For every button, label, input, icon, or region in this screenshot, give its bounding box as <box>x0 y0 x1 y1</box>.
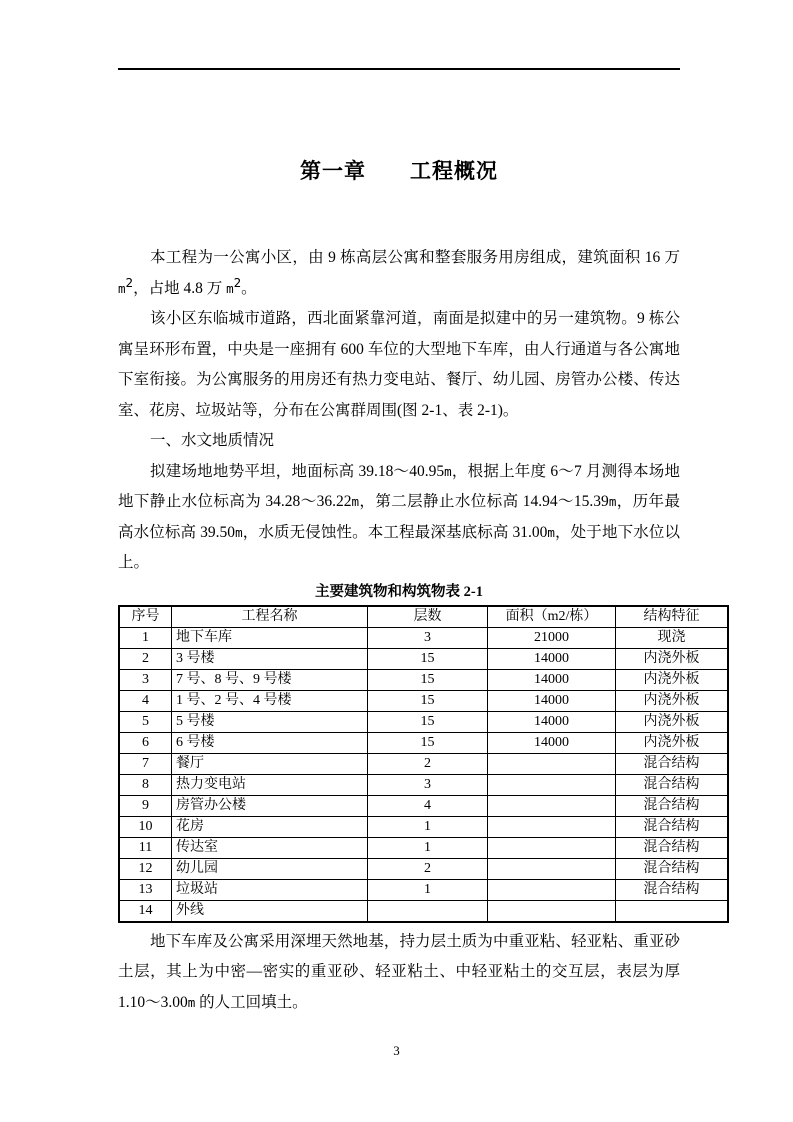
paragraph-text: ，处于地下水位以上。 <box>118 523 680 571</box>
cell-structure: 现浇 <box>616 627 729 648</box>
table-body <box>119 627 728 922</box>
cell-no: 5 <box>119 711 172 732</box>
paragraph-text: 本工程为一公寓小区，由 9 栋高层公寓和整套服务用房组成，建筑面积 16 万 <box>150 249 680 266</box>
cell-area <box>488 816 616 837</box>
cell-name: 地下车库 <box>172 627 368 648</box>
column-header-area: 面积（m2/栋） <box>488 606 616 628</box>
cell-no: 1 <box>119 627 172 648</box>
paragraph-text: 的人工回填土。 <box>195 993 308 1011</box>
table-header-row <box>119 606 728 628</box>
cell-floors: 15 <box>368 711 488 732</box>
cell-area: 14000 <box>488 669 616 690</box>
cell-area: 21000 <box>488 627 616 648</box>
cell-no: 4 <box>119 690 172 711</box>
page-title <box>118 155 680 187</box>
cell-structure: 内浇外板 <box>616 690 729 711</box>
cell-name: 7 号、8 号、9 号楼 <box>172 669 368 690</box>
paragraph-hydrogeology-detail <box>118 457 680 579</box>
cell-area: 14000 <box>488 690 616 711</box>
paragraph-project-overview <box>118 243 680 304</box>
cell-area: 14000 <box>488 648 616 669</box>
table-row <box>119 837 728 858</box>
cell-structure: 内浇外板 <box>616 732 729 753</box>
paragraph-site-layout: 该小区东临城市道路，西北面紧靠河道，南面是拟建中的另一建筑物。9 栋公寓呈环形布置，中央是一座拥有 600 车位的大型地下车库，由人行通道与各公寓地下室衔接。为公寓服务的用房还有热力变电站、餐厅、幼儿园、房管办公楼、传达室、花房、垃圾站等，分布在公寓群周围(图 2-1、表 2-1)。 <box>118 310 680 419</box>
cell-area <box>488 837 616 858</box>
cell-name: 幼儿园 <box>172 858 368 879</box>
cell-no: 3 <box>119 669 172 690</box>
cell-floors: 2 <box>368 858 488 879</box>
paragraph-text: ，第二层静止水位标高 14.94～15.39 <box>359 493 609 510</box>
paragraph-text: 拟建场地地势平坦，地面标高 39.18～40.95 <box>150 462 445 480</box>
table-row <box>119 795 728 816</box>
cell-floors: 1 <box>368 837 488 858</box>
cell-structure: 混合结构 <box>616 774 729 795</box>
cell-structure: 混合结构 <box>616 816 729 837</box>
table-caption: 主要建筑物和构筑物表 2-1 <box>315 583 483 600</box>
table-row <box>119 732 728 753</box>
cell-name: 1 号、2 号、4 号楼 <box>172 690 368 711</box>
cell-area: 14000 <box>488 732 616 753</box>
table-row <box>119 900 728 922</box>
cell-area <box>488 879 616 900</box>
paragraph-text: ，占地 4.8 万 <box>133 279 227 297</box>
cell-name: 房管办公楼 <box>172 795 368 816</box>
cell-area <box>488 795 616 816</box>
table-row <box>119 627 728 648</box>
cell-name: 3 号楼 <box>172 648 368 669</box>
cell-structure: 内浇外板 <box>616 669 729 690</box>
cell-no: 10 <box>119 816 172 837</box>
cell-no: 11 <box>119 837 172 858</box>
table-row <box>119 858 728 879</box>
cell-no: 14 <box>119 900 172 922</box>
table-row <box>119 711 728 732</box>
cell-floors: 15 <box>368 732 488 753</box>
cell-no: 7 <box>119 753 172 774</box>
cell-name: 6 号楼 <box>172 732 368 753</box>
cell-area <box>488 753 616 774</box>
unit-meter: m <box>444 463 452 479</box>
cell-name: 餐厅 <box>172 753 368 774</box>
cell-area <box>488 900 616 922</box>
superscript-two: 2 <box>233 274 242 290</box>
unit-meter: m <box>547 524 555 540</box>
chapter-name: 工程概况 <box>410 159 498 183</box>
cell-name: 传达室 <box>172 837 368 858</box>
unit-square-meter: m <box>118 280 126 296</box>
cell-structure: 混合结构 <box>616 795 729 816</box>
cell-no: 9 <box>119 795 172 816</box>
cell-structure: 内浇外板 <box>616 711 729 732</box>
cell-no: 13 <box>119 879 172 900</box>
cell-floors: 15 <box>368 669 488 690</box>
cell-floors: 4 <box>368 795 488 816</box>
cell-name: 花房 <box>172 816 368 837</box>
cell-area <box>488 774 616 795</box>
unit-meter: m <box>235 524 243 540</box>
cell-floors: 15 <box>368 648 488 669</box>
cell-structure <box>616 900 729 922</box>
table-row <box>119 753 728 774</box>
table-row <box>119 879 728 900</box>
table-row <box>119 690 728 711</box>
cell-floors: 3 <box>368 774 488 795</box>
paragraph-text: 地下车库及公寓采用深埋天然地基，持力层土质为中重亚粘、轻亚粘、重亚砂土层，其上为中密—密实的重亚砂、轻亚粘土、中轻亚粘土的交互层，表层为厚 1.10～3.00 <box>118 932 680 1011</box>
column-header-name: 工程名称 <box>172 606 368 628</box>
superscript-two: 2 <box>125 274 134 290</box>
paragraph-foundation <box>118 927 680 1019</box>
cell-no: 2 <box>119 648 172 669</box>
cell-name: 5 号楼 <box>172 711 368 732</box>
column-header-structure: 结构特征 <box>616 606 729 628</box>
paragraph-text: 。 <box>241 279 257 297</box>
header-rule <box>118 68 680 70</box>
main-buildings-table <box>118 605 729 923</box>
table-row <box>119 774 728 795</box>
chapter-number: 第一章 <box>300 159 366 183</box>
table-header <box>119 606 728 628</box>
column-header-no: 序号 <box>119 606 172 628</box>
cell-structure: 混合结构 <box>616 879 729 900</box>
cell-name: 垃圾站 <box>172 879 368 900</box>
cell-floors: 1 <box>368 879 488 900</box>
unit-square-meter: m <box>226 280 234 296</box>
cell-no: 12 <box>119 858 172 879</box>
cell-floors: 1 <box>368 816 488 837</box>
section-heading-hydrogeology: 一、水文地质情况 <box>150 432 275 449</box>
unit-meter: m <box>608 494 617 509</box>
cell-structure: 混合结构 <box>616 753 729 774</box>
cell-area <box>488 858 616 879</box>
table-row <box>119 816 728 837</box>
unit-meter: m <box>187 994 196 1010</box>
paragraph-text: ，根据上年度 6～7 月测得本场地地下静止水位标高为 34.28～36.22 <box>118 462 680 510</box>
paragraph-text: ，历年最高水位标高 39.50 <box>118 493 680 541</box>
table-row <box>119 669 728 690</box>
cell-structure: 混合结构 <box>616 837 729 858</box>
cell-floors <box>368 900 488 922</box>
cell-structure: 混合结构 <box>616 858 729 879</box>
cell-name: 热力变电站 <box>172 774 368 795</box>
page-number: 3 <box>393 1043 400 1058</box>
cell-floors: 15 <box>368 690 488 711</box>
cell-floors: 3 <box>368 627 488 648</box>
document-content <box>118 155 700 1018</box>
cell-floors: 2 <box>368 753 488 774</box>
cell-no: 8 <box>119 774 172 795</box>
column-header-floors: 层数 <box>368 606 488 628</box>
unit-meter: m <box>351 494 360 509</box>
table-row <box>119 648 728 669</box>
paragraph-text: ，水质无侵蚀性。本工程最深基底标高 31.00 <box>242 523 548 541</box>
cell-no: 6 <box>119 732 172 753</box>
cell-area: 14000 <box>488 711 616 732</box>
cell-structure: 内浇外板 <box>616 648 729 669</box>
cell-name: 外线 <box>172 900 368 922</box>
